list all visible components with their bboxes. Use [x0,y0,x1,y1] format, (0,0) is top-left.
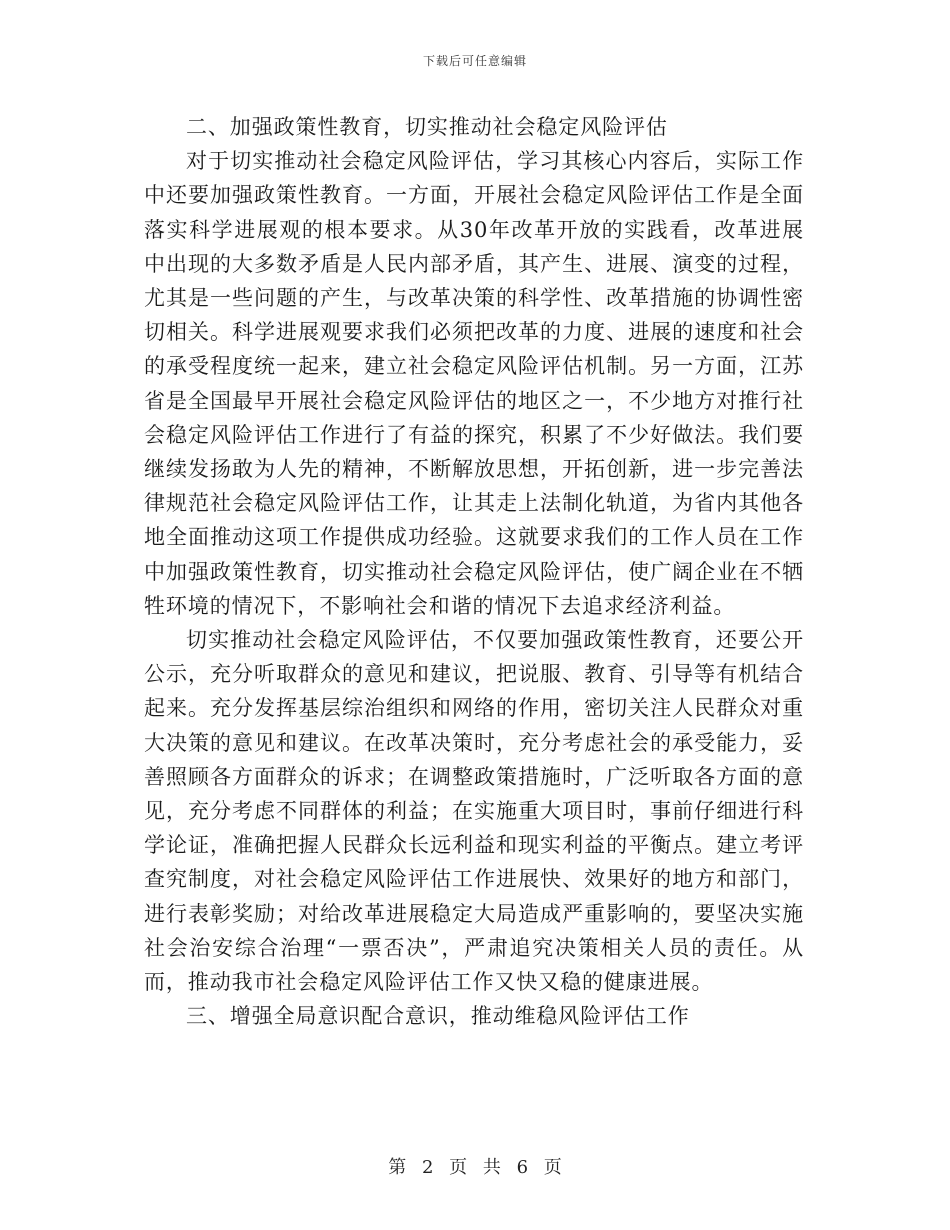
footer-total-pages: 6 [516,1157,529,1178]
document-body [144,110,804,1033]
section-heading-3: 三、增强全局意识配合意识，推动维稳风险评估工作 [186,1004,690,1029]
footer-suffix: 页 [543,1157,562,1178]
page-number-footer [0,1153,950,1179]
footer-total-word: 共 [482,1157,501,1178]
body-paragraph-2: 切实推动社会稳定风险评估，不仅要加强政策性教育，还要公开公示，充分听取群众的意见和建议，把说服、教育、引导等有机结合起来。充分发挥基层综治组织和网络的作用，密切关注人民群众对重大决策的意见和建议。在改革决策时，充分考虑社会的承受能力，妥善照顾各方面群众的诉求；在调整政策措施时，广泛听取各方面的意见，充分考虑不同群体的利益；在实施重大项目时，事前仔细进行科学论证，准确把握人民群众长远利益和现实利益的平衡点。建立考评查究制度，对社会稳定风险评估工作进展快、效果好的地方和部门，进行表彰奖励；对给改革进展稳定大局造成严重影响的，要坚决实施社会治安综合治理“一票否决”，严肃追究决策相关人员的责任。从而，推动我市社会稳定风险评估工作又快又稳的健康进展。 [144,628,804,995]
section-heading-2: 二、加强政策性教育，切实推动社会稳定风险评估 [186,115,668,139]
footer-prefix: 第 [388,1157,407,1178]
footer-current-page: 2 [421,1157,434,1178]
body-paragraph-1: 对于切实推动社会稳定风险评估，学习其核心内容后，实际工作中还要加强政策性教育。一方面，开展社会稳定风险评估工作是全面落实科学进展观的根本要求。从30年改革开放的实践看，改革进展中出现的大多数矛盾是人民内部矛盾，其产生、进展、演变的过程，尤其是一些问题的产生，与改革决策的科学性、改革措施的协调性密切相关。科学进展观要求我们必须把改革的力度、进展的速度和社会的承受程度统一起来，建立社会稳定风险评估机制。另一方面，江苏省是全国最早开展社会稳定风险评估的地区之一，不少地方对推行社会稳定风险评估工作进行了有益的探究，积累了不少好做法。我们要继续发扬敢为人先的精神，不断解放思想，开拓创新，进一步完善法律规范社会稳定风险评估工作，让其走上法制化轨道，为省内其他各地全面推动这项工作提供成功经验。这就要求我们的工作人员在工作中加强政策性教育，切实推动社会稳定风险评估，使广阔企业在不牺牲环境的情况下，不影响社会和谐的情况下去追求经济利益。 [144,149,804,618]
footer-page-word: 页 [449,1157,468,1178]
page-header-note: 下载后可任意编辑 [422,54,527,68]
